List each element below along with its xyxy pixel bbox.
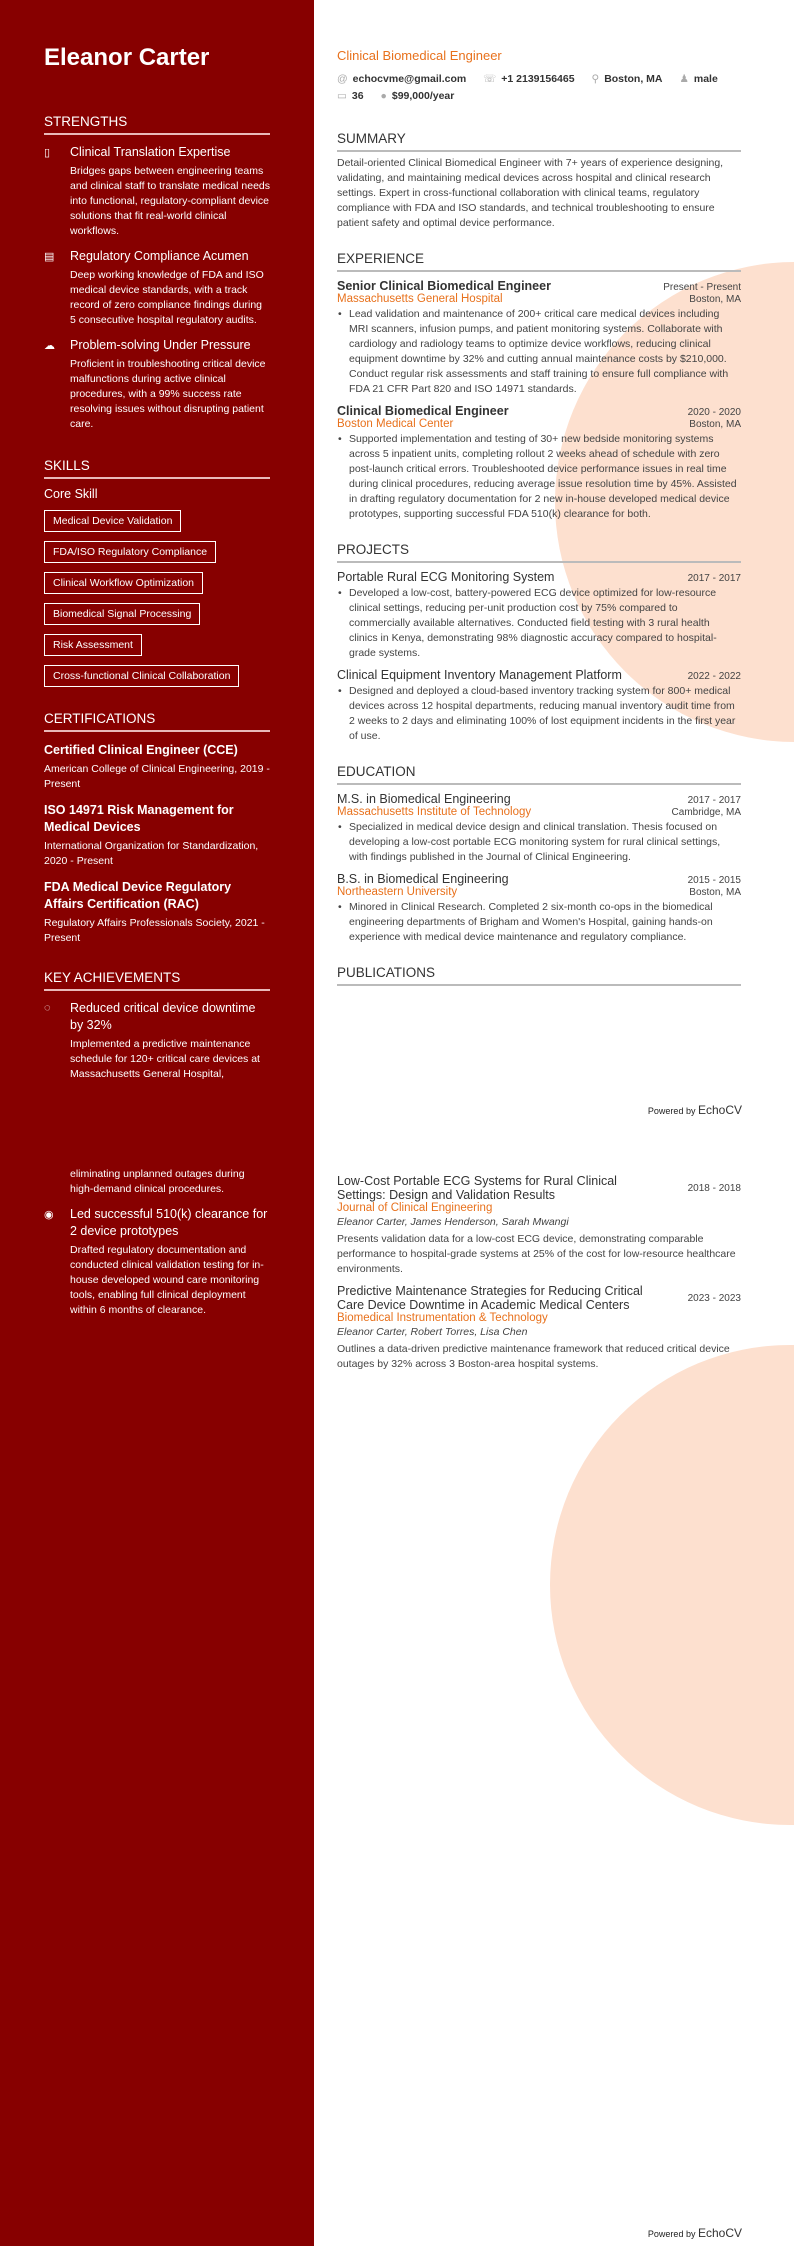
location: Boston, MA bbox=[689, 887, 741, 898]
salary: $99,000/year bbox=[391, 90, 455, 102]
cert-name: ISO 14971 Risk Management for Medical Devices bbox=[44, 803, 234, 834]
achievement-title: Reduced critical device downtime by 32% bbox=[70, 1001, 256, 1032]
strength-desc: Proficient in troubleshooting critical device malfunctions during active clinical procedures, with a 99% success rate resolving issues without disrupting patient care. bbox=[70, 358, 266, 430]
powered-label: Powered by bbox=[647, 2229, 696, 2239]
description: • Lead validation and maintenance of 200+ critical care medical devices including MRI scanners, infusion pumps, and patient monitoring systems. Collaborate with cardiology and radiology teams to optimize device workflows, reducing clinical equipment downtime by 32% and cutting annual maintenance costs by $210,000. Conduct regular risk assessments and staff training to ensure full compliance with FDA 21 CFR Part 820 and ISO 14971 standards. bbox=[337, 307, 741, 397]
description: • Specialized in medical device design and clinical translation. Thesis focused on developing a low-cost portable ECG monitoring system for rural clinical settings, with findings published in the Journal of Clinical Engineering. bbox=[337, 820, 741, 865]
skill-tag: Clinical Workflow Optimization bbox=[44, 572, 203, 594]
skills-heading: SKILLS bbox=[44, 458, 270, 479]
project-name: Portable Rural ECG Monitoring System bbox=[337, 570, 555, 584]
location: Cambridge, MA bbox=[671, 807, 741, 818]
location-icon: ⚲ bbox=[591, 73, 600, 85]
tablet-icon: ▯ bbox=[44, 147, 51, 159]
date: 2017 - 2017 bbox=[687, 795, 741, 806]
strength-desc: Bridges gaps between engineering teams and clinical staff to translate medical needs into functional, regulatory-compliant device solutions that fit real-world clinical workflows. bbox=[70, 165, 271, 237]
phone[interactable]: +1 2139156465 bbox=[501, 73, 575, 85]
strength-item bbox=[44, 248, 270, 328]
phone-icon: ☏ bbox=[483, 73, 497, 85]
location: Boston, MA bbox=[604, 73, 663, 85]
role: Clinical Biomedical Engineer bbox=[337, 404, 509, 418]
achievement-desc: eliminating unplanned outages during high-demand clinical procedures. bbox=[70, 1168, 245, 1195]
dashed-circle-icon: ◌ bbox=[44, 1002, 51, 1014]
publications-heading: PUBLICATIONS bbox=[337, 965, 741, 986]
strengths-heading: STRENGTHS bbox=[44, 114, 270, 135]
date: 2020 - 2020 bbox=[687, 407, 741, 418]
strength-title: Regulatory Compliance Acumen bbox=[70, 249, 249, 263]
experience-item bbox=[337, 404, 741, 522]
cert-detail: American College of Clinical Engineering, 2019 - Present bbox=[44, 763, 270, 790]
candidate-name: Eleanor Carter bbox=[44, 44, 210, 71]
gender: male bbox=[693, 73, 718, 85]
date: 2017 - 2017 bbox=[687, 573, 741, 584]
description: • Developed a low-cost, battery-powered ECG device optimized for low-resource clinical settings, reducing per-unit production cost by 75% compared to commercially available alternatives. Conducted field testing with 3 rural health clinics in Kenya, demonstrating 98% diagnostic accuracy compared to hospital-grade systems. bbox=[337, 586, 741, 661]
date: Present - Present bbox=[663, 282, 741, 293]
journal: Biomedical Instrumentation & Technology bbox=[337, 1312, 548, 1324]
email[interactable]: echocvme@gmail.com bbox=[352, 73, 467, 85]
contact-info bbox=[337, 71, 741, 105]
experience-heading: EXPERIENCE bbox=[337, 251, 741, 272]
at-icon: @ bbox=[337, 73, 348, 85]
summary-text: Detail-oriented Clinical Biomedical Engineer with 7+ years of experience designing, validating, and maintaining medical devices across hospital and clinical research settings. Expert in cross-functional collaboration with clinical teams, regulatory compliance with FDA and ISO standards, and technical troubleshooting to ensure patient safety and optimal device performance. bbox=[337, 157, 724, 229]
education-heading: EDUCATION bbox=[337, 764, 741, 785]
main-content bbox=[337, 0, 741, 986]
skills-list bbox=[44, 501, 270, 687]
publication-title: Low-Cost Portable ECG Systems for Rural Clinical Settings: Design and Validation Results bbox=[337, 1174, 617, 1202]
achievement-item bbox=[44, 1000, 270, 1082]
education-item bbox=[337, 792, 741, 865]
description: Presents validation data for a low-cost ECG device, demonstrating comparable performance to hospital-grade systems at 25% of the cost for low-resource healthcare environments. bbox=[337, 1233, 736, 1275]
strength-item bbox=[44, 337, 270, 432]
decorative-circle bbox=[550, 1345, 794, 1825]
location: Boston, MA bbox=[689, 294, 741, 305]
powered-by[interactable] bbox=[648, 2226, 742, 2240]
powered-by[interactable] bbox=[648, 1103, 742, 1117]
location: Boston, MA bbox=[689, 419, 741, 430]
date: 2015 - 2015 bbox=[687, 875, 741, 886]
description: • Designed and deployed a cloud-based inventory tracking system for 800+ medical devices across 12 hospital departments, reducing manual inventory audit time from 2 weeks to 2 days and eliminating 100% of lost equipment incidents in the first year of use. bbox=[337, 684, 741, 744]
achievements-heading: KEY ACHIEVEMENTS bbox=[44, 970, 270, 991]
publication-item bbox=[337, 1284, 741, 1372]
publication-title: Predictive Maintenance Strategies for Reducing Critical Care Device Downtime in Academic Medical Centers bbox=[337, 1284, 643, 1312]
date: 2022 - 2022 bbox=[687, 671, 741, 682]
skill-tag: Medical Device Validation bbox=[44, 510, 181, 532]
degree: B.S. in Biomedical Engineering bbox=[337, 872, 509, 886]
cert-detail: Regulatory Affairs Professionals Society, 2021 - Present bbox=[44, 917, 265, 944]
brand-logo: EchoCV bbox=[697, 1103, 742, 1117]
degree: M.S. in Biomedical Engineering bbox=[337, 792, 511, 806]
cert-detail: International Organization for Standardization, 2020 - Present bbox=[44, 840, 259, 867]
date: 2018 - 2018 bbox=[687, 1182, 741, 1194]
skill-tag: Biomedical Signal Processing bbox=[44, 603, 200, 625]
achievement-item bbox=[44, 1206, 270, 1318]
calendar-icon: ▤ bbox=[44, 251, 55, 263]
project-name: Clinical Equipment Inventory Management Platform bbox=[337, 668, 622, 682]
achievement-desc: Drafted regulatory documentation and conducted clinical validation testing for in-house developed wound care monitoring tools, enabling full clinical deployment within 6 months of clearance. bbox=[70, 1244, 264, 1316]
skill-tag: FDA/ISO Regulatory Compliance bbox=[44, 541, 216, 563]
brand-logo: EchoCV bbox=[697, 2226, 742, 2240]
strength-title: Problem-solving Under Pressure bbox=[70, 338, 251, 352]
authors: Eleanor Carter, James Henderson, Sarah Mwangi bbox=[337, 1216, 569, 1228]
achievement-desc: Implemented a predictive maintenance schedule for 120+ critical care devices at Massachusetts General Hospital, bbox=[70, 1038, 260, 1080]
school: Northeastern University bbox=[337, 886, 458, 898]
cert-name: Certified Clinical Engineer (CCE) bbox=[44, 743, 238, 757]
age: 36 bbox=[351, 90, 364, 102]
organization: Massachusetts General Hospital bbox=[337, 293, 503, 305]
project-item bbox=[337, 668, 741, 744]
skill-tag: Cross-functional Clinical Collaboration bbox=[44, 665, 239, 687]
projects-heading: PROJECTS bbox=[337, 542, 741, 563]
calendar-icon: ▭ bbox=[337, 90, 347, 102]
sidebar bbox=[0, 1123, 314, 2246]
experience-item bbox=[337, 279, 741, 397]
skills-subheading: Core Skill bbox=[44, 487, 98, 501]
person-icon: ♟ bbox=[679, 73, 689, 85]
description: • Minored in Clinical Research. Completed 2 six-month co-ops in the biomedical engineering departments of Brigham and Women's Hospital, gaining hands-on experience with medical device maintenance and regulatory compliance. bbox=[337, 900, 741, 945]
main-content bbox=[337, 1167, 741, 1372]
resume-page-2 bbox=[0, 1123, 794, 2246]
skill-tag: Risk Assessment bbox=[44, 634, 142, 656]
job-title: Clinical Biomedical Engineer bbox=[337, 48, 502, 63]
powered-label: Powered by bbox=[647, 1106, 696, 1116]
authors: Eleanor Carter, Robert Torres, Lisa Chen bbox=[337, 1326, 528, 1338]
strength-item bbox=[44, 144, 270, 239]
education-item bbox=[337, 872, 741, 945]
school: Massachusetts Institute of Technology bbox=[337, 806, 532, 818]
certifications-heading: CERTIFICATIONS bbox=[44, 711, 270, 732]
description: Outlines a data-driven predictive maintenance framework that reduced critical device outages by 32% across 3 Boston-area hospital systems. bbox=[337, 1343, 730, 1370]
achievement-title: Led successful 510(k) clearance for 2 device prototypes bbox=[70, 1207, 268, 1238]
description: • Supported implementation and testing of 30+ new bedside monitoring systems across 5 inpatient units, completing rollout 2 weeks ahead of schedule with zero post-launch critical errors. Troubleshooted device performance issues in real time during clinical procedures, reducing average issue resolution time by 45%. Assisted in drafting regulatory documentation for 2 new in-house developed medical device prototypes, supporting successful FDA 510(k) clearance for both. bbox=[337, 432, 741, 522]
strength-desc: Deep working knowledge of FDA and ISO medical device standards, with a track record of zero compliance findings during 5 consecutive hospital regulatory audits. bbox=[70, 269, 264, 326]
strength-title: Clinical Translation Expertise bbox=[70, 145, 231, 159]
sidebar bbox=[0, 0, 314, 1123]
badge-icon: ◉ bbox=[44, 1209, 54, 1221]
publication-item bbox=[337, 1174, 741, 1277]
cloud-icon: ☁ bbox=[44, 340, 55, 352]
cert-name: FDA Medical Device Regulatory Affairs Certification (RAC) bbox=[44, 880, 232, 911]
journal: Journal of Clinical Engineering bbox=[337, 1202, 493, 1214]
organization: Boston Medical Center bbox=[337, 418, 454, 430]
summary-heading: SUMMARY bbox=[337, 131, 741, 152]
role: Senior Clinical Biomedical Engineer bbox=[337, 279, 551, 293]
date: 2023 - 2023 bbox=[687, 1292, 741, 1304]
money-icon: ● bbox=[380, 90, 387, 102]
project-item bbox=[337, 570, 741, 661]
